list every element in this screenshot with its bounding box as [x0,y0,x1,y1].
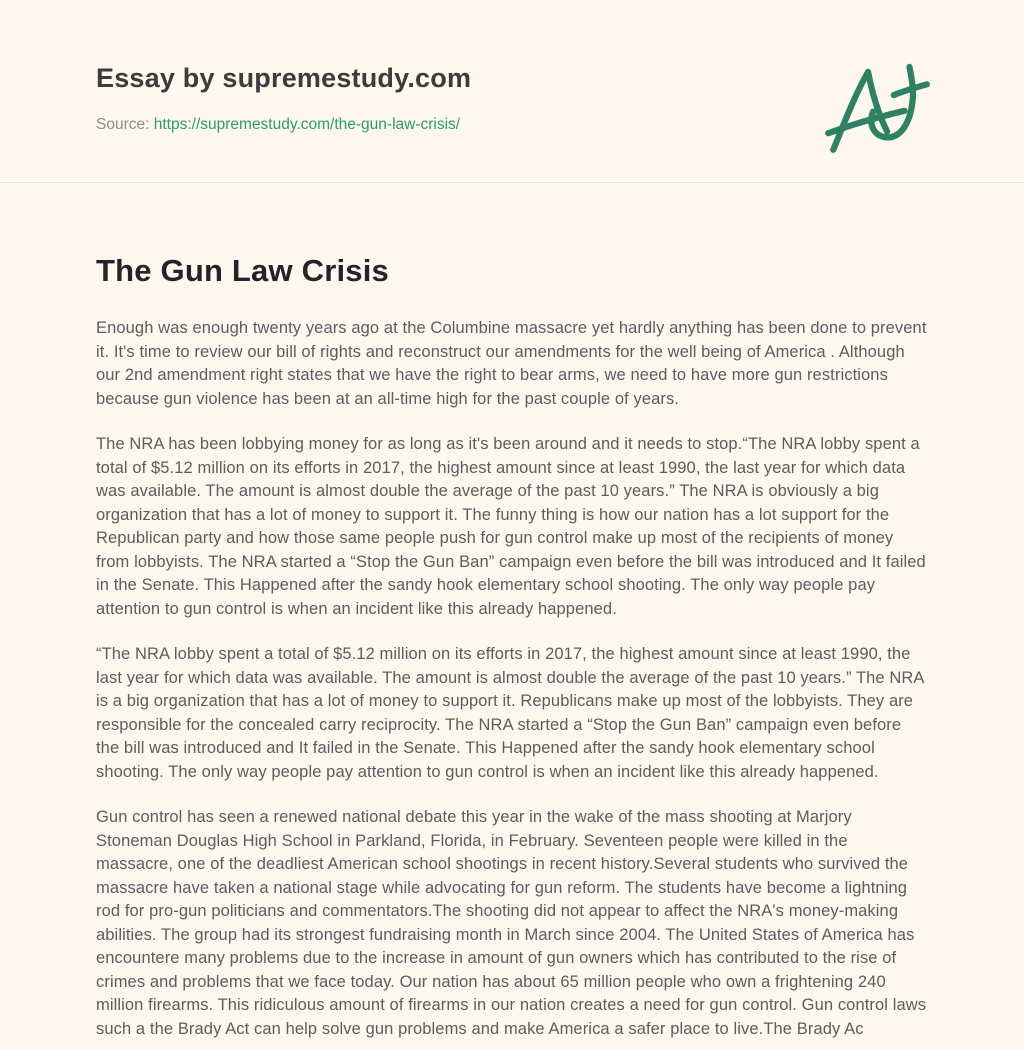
a-plus-logo-icon [820,60,936,160]
essay-paragraph: Enough was enough twenty years ago at the Columbine massacre yet hardly anything has been done to prevent it. It's time to review our bill of rights and reconstruct our amendments for the well being of America . Although our 2nd amendment right states that we have the right to bear arms, we need to have more gun restrictions because gun violence has been at an all-time high for the past couple of years. [96,319,927,408]
page-header [0,0,1024,135]
page-header-title: Essay by supremestudy.com [96,63,472,93]
essay-paragraph: “The NRA lobby spent a total of $5.12 million on its efforts in 2017, the highest amount since at least 1990, the last year for which data was available. The amount is almost double the average of the past 10 years.” The NRA is a big organization that has a lot of money to support it. Republicans make up most of the lobbyists. They are responsible for the concealed carry reciprocity. The NRA started a “Stop the Gun Ban” campaign even before the bill was introduced and It failed in the Senate. This Happened after the sandy hook elementary school shooting. The only way people pay attention to gun control is when an incident like this already happened. [96,645,924,781]
source-line [96,115,928,135]
source-label: Source: [96,116,150,133]
source-link[interactable]: https://supremestudy.com/the-gun-law-crisis/ [153,116,461,133]
essay-paragraph: The NRA has been lobbying money for as long as it's been around and it needs to stop.“The NRA lobby spent a total of $5.12 million on its efforts in 2017, the highest amount since at least 1990, the last year for which data was available. The amount is almost double the average of the past 10 years.” The NRA is obviously a big organization that has a lot of money to support it. The funny thing is how our nation has a lot support for the Republican party and how those same people push for gun control make up most of the recipients of money from lobbyists. The NRA started a “Stop the Gun Ban” campaign even before the bill was introduced and It failed in the Senate. This Happened after the sandy hook elementary school shooting. The only way people pay attention to gun control is when an incident like this already happened. [96,435,926,618]
essay-article [0,251,1024,1041]
essay-paragraph: Gun control has seen a renewed national debate this year in the wake of the mass shooting at Marjory Stoneman Douglas High School in Parkland, Florida, in February. Seventeen people were killed in the massacre, one of the deadliest American school shootings in recent history.Several students who survived the massacre have taken a national stage while advocating for gun reform. The students have become a lightning rod for pro-gun politicians and commentators.The shooting did not appear to affect the NRA's money-making abilities. The group had its strongest fundraising month in March since 2004. The United States of America has encountere many problems due to the increase in amount of gun owners which has contributed to the rise of crimes and problems that we face today. Our nation has about 65 million people who own a frightening 240 million firearms. This ridiculous amount of firearms in our nation creates a need for gun control. Gun control laws such a the Brady Act can help solve gun problems and make America a safer place to live.The Brady Ac [96,808,927,1038]
header-divider [0,182,1024,183]
essay-title: The Gun Law Crisis [96,253,389,288]
